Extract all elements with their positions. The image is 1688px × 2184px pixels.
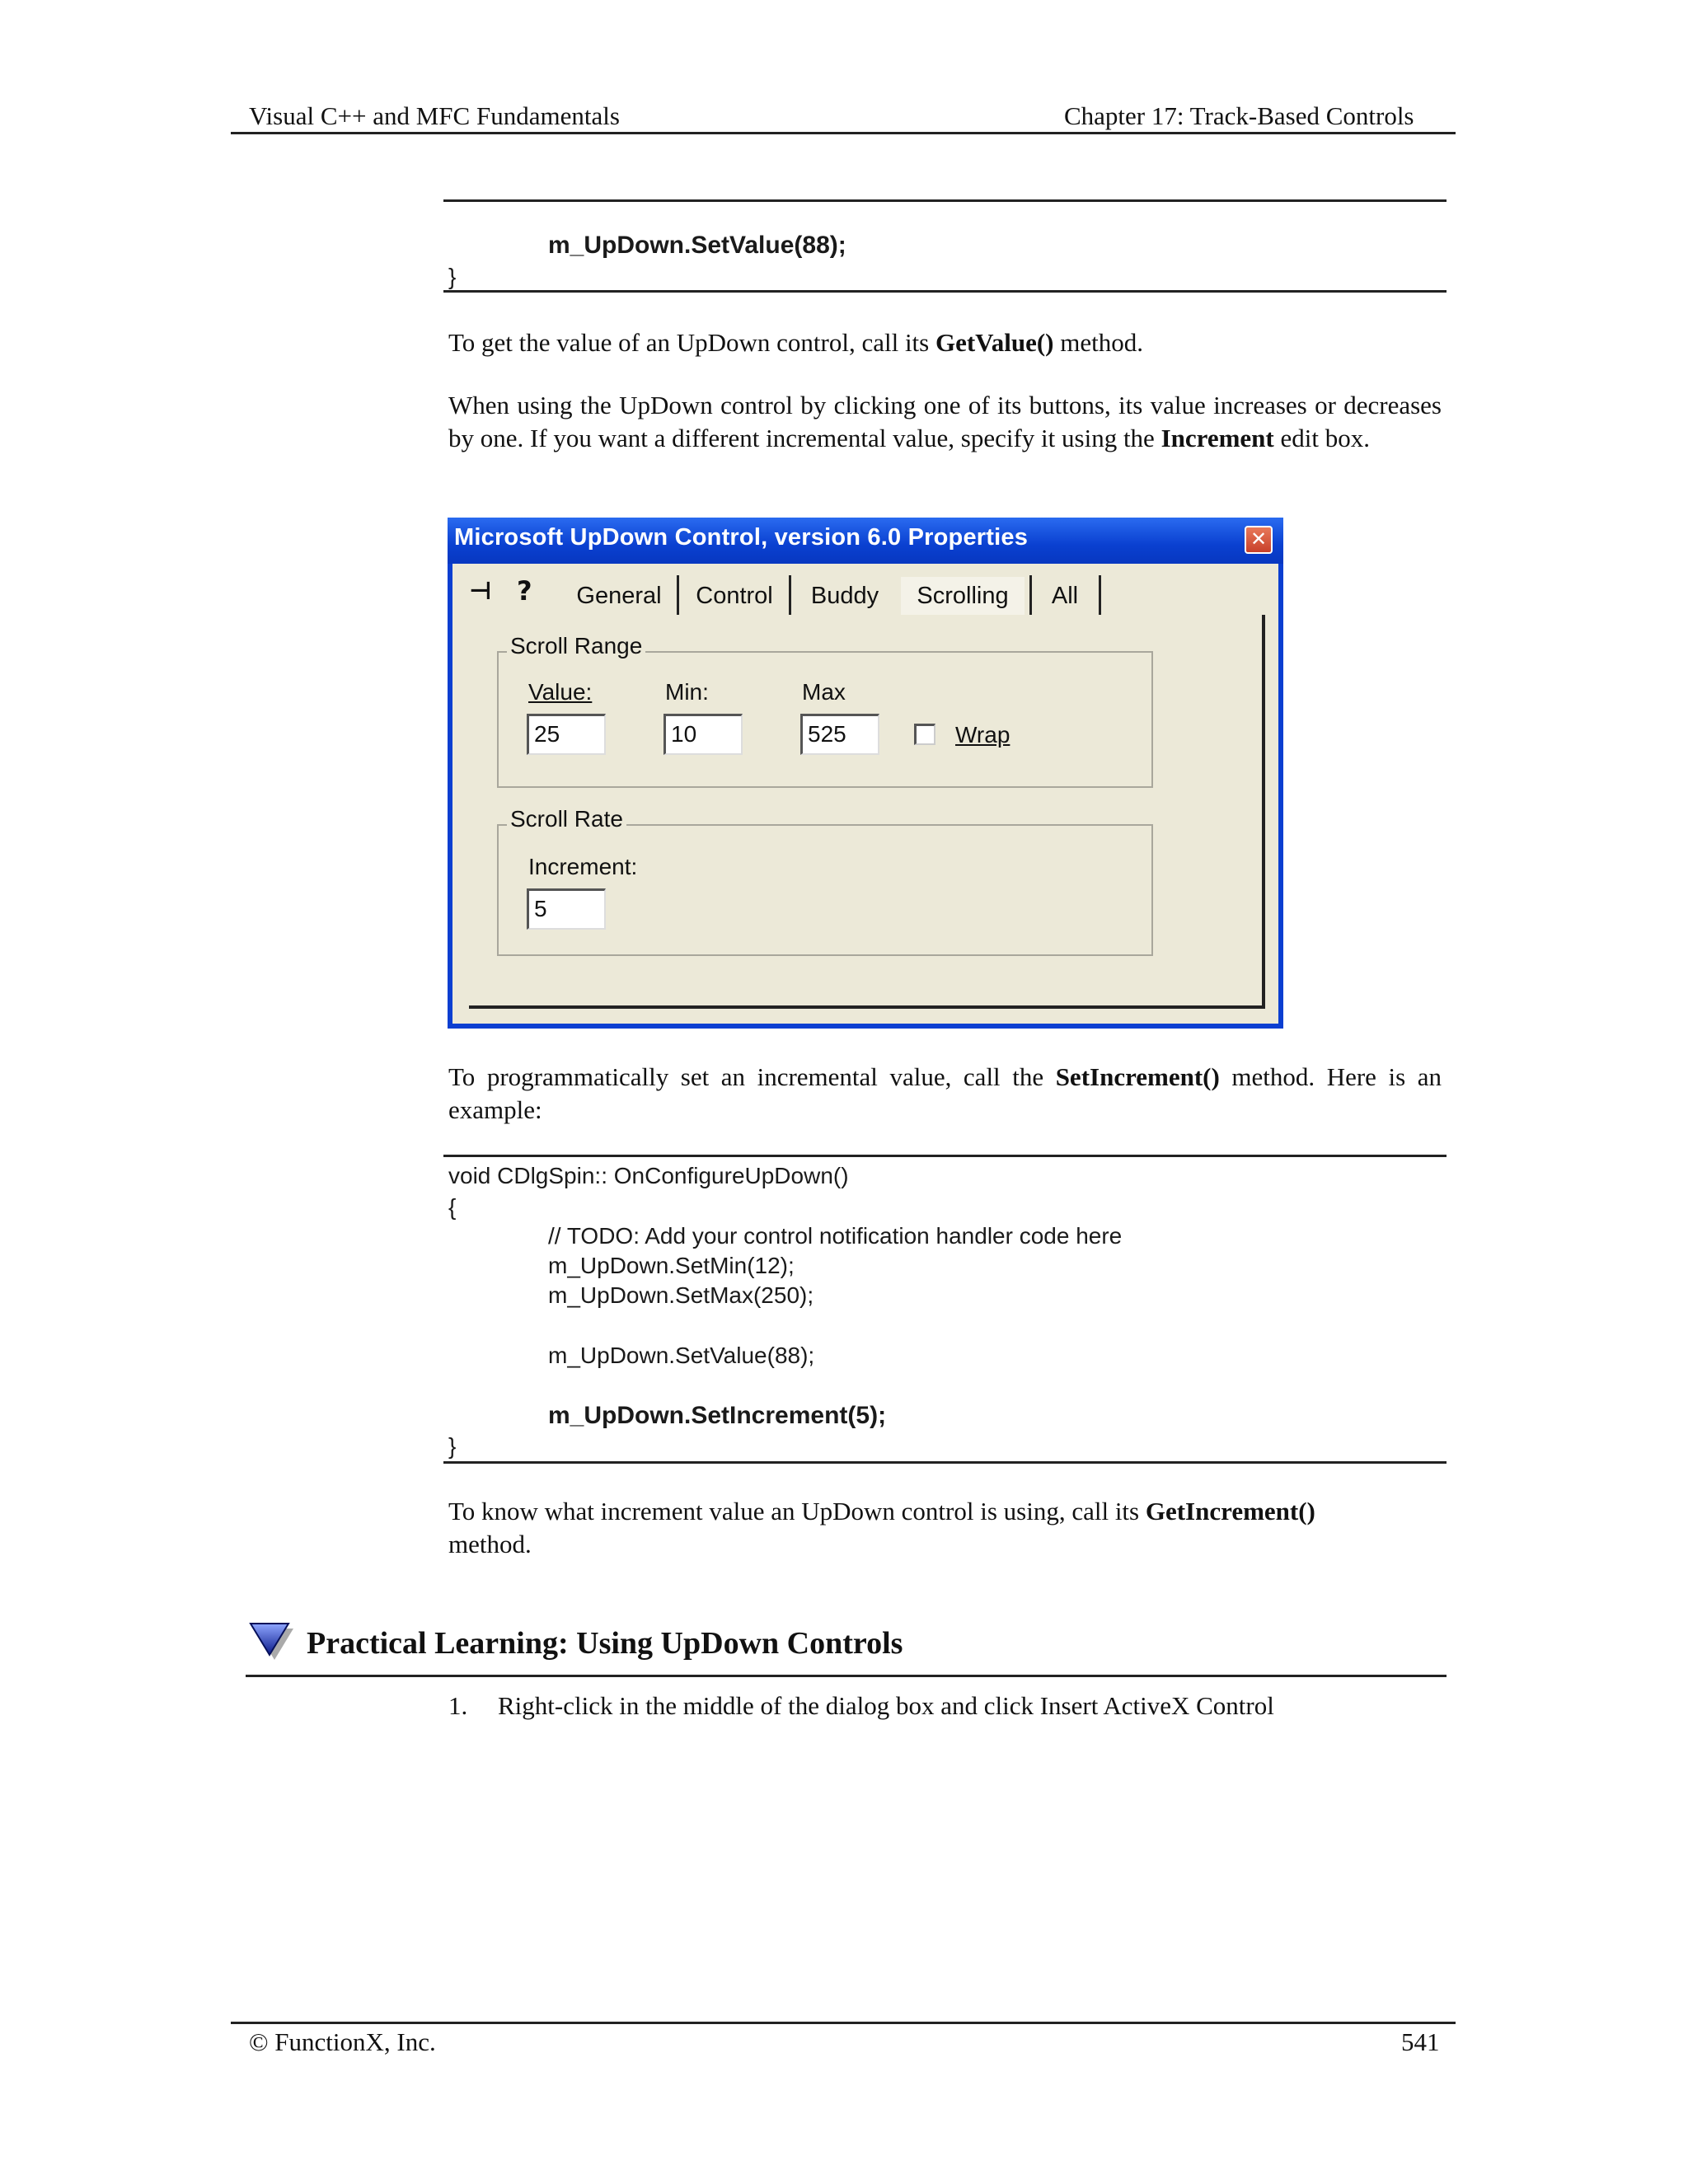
min-label: Min: (665, 679, 709, 705)
code-rule-bottom (443, 290, 1447, 293)
dialog-body (452, 564, 1278, 1024)
code-line: } (448, 264, 457, 289)
paragraph: To programmatically set an incremental value, call the SetIncrement() method. Here is an example: (448, 1062, 1442, 1124)
code-line: m_UpDown.SetIncrement(5); (548, 1402, 887, 1429)
running-header-left: Visual C++ and MFC Fundamentals (249, 101, 620, 130)
max-label: Max (802, 679, 846, 705)
help-icon[interactable]: ? (517, 575, 532, 607)
section-rule (246, 1675, 1447, 1677)
dialog-title: Microsoft UpDown Control, version 6.0 Properties (454, 524, 1029, 551)
wrap-checkbox[interactable] (914, 724, 935, 745)
value-label: Value: (528, 679, 593, 705)
code-line: m_UpDown.SetValue(88); (548, 232, 846, 259)
code-line: m_UpDown.SetMax(250); (548, 1282, 814, 1308)
increment-field[interactable]: 5 (527, 888, 606, 930)
tab-buddy[interactable]: Buddy (810, 583, 879, 609)
footer-rule (231, 2022, 1456, 2024)
tab-separator (1099, 575, 1101, 616)
code-line: { (448, 1194, 457, 1220)
close-icon[interactable]: ✕ (1245, 526, 1273, 554)
paragraph: To know what increment value an UpDown control is using, call its GetIncrement() method. (448, 1497, 1315, 1558)
code-line: // TODO: Add your control notification handler code here (548, 1223, 1123, 1249)
code-line: void CDlgSpin:: OnConfigureUpDown() (448, 1163, 849, 1188)
code-line: } (448, 1433, 457, 1459)
list-item-number: 1. (448, 1691, 468, 1720)
footer-copyright: © FunctionX, Inc. (249, 2027, 436, 2056)
code-line: m_UpDown.SetMin(12); (548, 1253, 795, 1278)
properties-dialog (448, 518, 1283, 1029)
code-rule-bottom (443, 1461, 1447, 1464)
min-field[interactable]: 10 (663, 714, 743, 755)
tab-control[interactable]: Control (696, 583, 773, 609)
dialog-titlebar (448, 518, 1283, 564)
tab-scrolling[interactable]: Scrolling (901, 577, 1025, 615)
tab-separator (677, 575, 679, 616)
max-field[interactable]: 525 (800, 714, 879, 755)
tab-general[interactable]: General (576, 583, 662, 609)
paragraph: When using the UpDown control by clicking one of its buttons, its value increases or decreases by one. If you want a different incremental value, specify it using the Increment edit box. (448, 391, 1442, 452)
scroll-range-label: Scroll Range (507, 633, 645, 659)
tab-separator (1029, 575, 1032, 616)
running-header-right: Chapter 17: Track-Based Controls (1064, 101, 1414, 130)
tab-page-scrolling (469, 615, 1265, 1009)
header-rule (231, 132, 1456, 134)
paragraph: To get the value of an UpDown control, call its GetValue() method. (448, 328, 1143, 357)
triangle-bullet-icon (249, 1620, 295, 1663)
page-number: 541 (1401, 2027, 1440, 2056)
scroll-rate-label: Scroll Rate (507, 806, 626, 832)
pin-icon[interactable]: ⊣ (469, 577, 492, 606)
list-item: Right-click in the middle of the dialog box and click Insert ActiveX Control (498, 1691, 1274, 1720)
tab-separator (789, 575, 791, 616)
section-heading: Practical Learning: Using UpDown Controls (307, 1626, 903, 1661)
code-rule-top (443, 1155, 1447, 1157)
tab-all[interactable]: All (1051, 583, 1079, 609)
code-rule-top (443, 199, 1447, 202)
wrap-label: Wrap (955, 722, 1010, 748)
value-field[interactable]: 25 (527, 714, 606, 755)
code-line: m_UpDown.SetValue(88); (548, 1343, 815, 1368)
increment-label: Increment: (528, 854, 638, 879)
